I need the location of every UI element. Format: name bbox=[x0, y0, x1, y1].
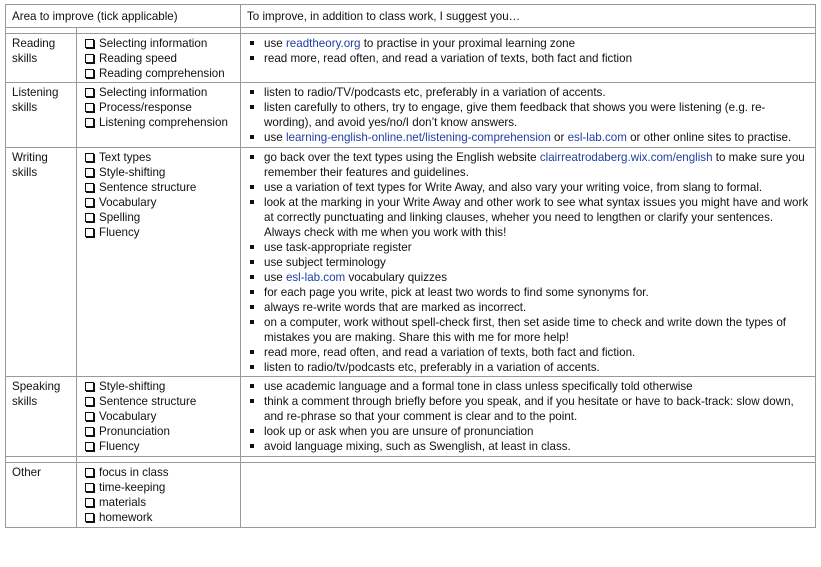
suggestions-other bbox=[241, 463, 816, 528]
bullet-item: read more, read often, and read a variation of texts, both fact and fiction. bbox=[247, 345, 809, 360]
skill-label-writing: Writing skills bbox=[6, 148, 77, 377]
bullet-item: for each page you write, pick at least two words to find some synonyms for. bbox=[247, 285, 809, 300]
checklist-other bbox=[77, 463, 241, 528]
skill-label-reading: Reading skills bbox=[6, 34, 77, 83]
checkbox-item[interactable]: Sentence structure bbox=[83, 394, 234, 409]
suggest-header: To improve, in addition to class work, I suggest you… bbox=[241, 5, 816, 28]
skill-label-other: Other bbox=[6, 463, 77, 528]
checkbox-item[interactable]: Fluency bbox=[83, 439, 234, 454]
checkbox-item[interactable]: Reading comprehension bbox=[83, 66, 234, 81]
checklist-writing bbox=[77, 148, 241, 377]
readtheory-link[interactable]: readtheory.org bbox=[285, 37, 361, 50]
bullet-item: on a computer, work without spell-check first, then set aside time to check and write down the types of mistakes you are making. Share this with me for more help! bbox=[247, 315, 809, 345]
checklist-reading bbox=[77, 34, 241, 83]
bullet-item: look up or ask when you are unsure of pronunciation bbox=[247, 424, 809, 439]
checkbox-item[interactable]: time-keeping bbox=[83, 480, 234, 495]
bullet-item: use subject terminology bbox=[247, 255, 809, 270]
bullet-item: listen to radio/tv/podcasts etc, preferably in a variation of accents. bbox=[247, 360, 809, 375]
skill-label-listening: Listening skills bbox=[6, 83, 77, 148]
header-row bbox=[6, 5, 816, 28]
bullet-item: listen to radio/TV/podcasts etc, preferably in a variation of accents. bbox=[247, 85, 809, 100]
checkbox-item[interactable]: Reading speed bbox=[83, 51, 234, 66]
bullet-item: read more, read often, and read a variation of texts, both fact and fiction bbox=[247, 51, 809, 66]
bullet-item: look at the marking in your Write Away and other work to see what syntax issues you might have and work at correctly punctuating and linking clauses, wheher you need to lengthen or clarify your sentences. Always check with me when you work with this! bbox=[247, 195, 809, 240]
suggestions-speaking bbox=[241, 377, 816, 457]
checkbox-item[interactable]: Sentence structure bbox=[83, 180, 234, 195]
improvement-table bbox=[5, 4, 816, 528]
checklist-listening bbox=[77, 83, 241, 148]
checkbox-item[interactable]: Listening comprehension bbox=[83, 115, 234, 130]
checkbox-item[interactable]: Vocabulary bbox=[83, 195, 234, 210]
checklist-speaking bbox=[77, 377, 241, 457]
bullet-item: think a comment through briefly before you speak, and if you hesitate or have to back-track: slow down, and re-phrase so that your comment is clear and to the point. bbox=[247, 394, 809, 424]
checkbox-item[interactable]: materials bbox=[83, 495, 234, 510]
checkbox-item[interactable]: homework bbox=[83, 510, 234, 525]
bullet-item: avoid language mixing, such as Swenglish, at least in class. bbox=[247, 439, 809, 454]
suggestions-listening bbox=[241, 83, 816, 148]
row-speaking bbox=[6, 377, 816, 457]
bullet-item: use esl-lab.com vocabulary quizzes bbox=[247, 270, 809, 285]
bullet-item: use learning-english-online.net/listening-comprehension or esl-lab.com or other online sites to practise. bbox=[247, 130, 809, 145]
row-other bbox=[6, 463, 816, 528]
esl-lab-vocab-link[interactable]: esl-lab.com bbox=[285, 271, 346, 284]
checkbox-item[interactable]: Fluency bbox=[83, 225, 234, 240]
row-writing bbox=[6, 148, 816, 377]
checkbox-item[interactable]: focus in class bbox=[83, 465, 234, 480]
bullet-item: use a variation of text types for Write Away, and also vary your writing voice, from slang to formal. bbox=[247, 180, 809, 195]
skill-label-speaking: Speaking skills bbox=[6, 377, 77, 457]
checkbox-item[interactable]: Vocabulary bbox=[83, 409, 234, 424]
bullet-item: use task-appropriate register bbox=[247, 240, 809, 255]
suggestions-reading bbox=[241, 34, 816, 83]
checkbox-item[interactable]: Text types bbox=[83, 150, 234, 165]
checkbox-item[interactable]: Style-shifting bbox=[83, 165, 234, 180]
bullet-item: listen carefully to others, try to engage, give them feedback that shows you were listening (e.g. re-wording), and avoid yes/no/I don’t know answers. bbox=[247, 100, 809, 130]
english-website-link[interactable]: clairreatrodaberg.wix.com/english bbox=[539, 151, 713, 164]
bullet-item: go back over the text types using the English website clairreatrodaberg.wix.com/english to make sure you remember their features and guidelines. bbox=[247, 150, 809, 180]
checkbox-item[interactable]: Pronunciation bbox=[83, 424, 234, 439]
suggestions-writing bbox=[241, 148, 816, 377]
checkbox-item[interactable]: Style-shifting bbox=[83, 379, 234, 394]
row-reading bbox=[6, 34, 816, 83]
esl-lab-link[interactable]: esl-lab.com bbox=[567, 131, 627, 144]
row-listening bbox=[6, 83, 816, 148]
checkbox-item[interactable]: Selecting information bbox=[83, 85, 234, 100]
listening-comprehension-link[interactable]: learning-english-online.net/listening-comprehension bbox=[285, 131, 551, 144]
checkbox-item[interactable]: Spelling bbox=[83, 210, 234, 225]
bullet-item: use readtheory.org to practise in your proximal learning zone bbox=[247, 36, 809, 51]
bullet-item: always re-write words that are marked as incorrect. bbox=[247, 300, 809, 315]
checkbox-item[interactable]: Selecting information bbox=[83, 36, 234, 51]
area-header: Area to improve (tick applicable) bbox=[6, 5, 241, 28]
checkbox-item[interactable]: Process/response bbox=[83, 100, 234, 115]
bullet-item: use academic language and a formal tone in class unless specifically told otherwise bbox=[247, 379, 809, 394]
